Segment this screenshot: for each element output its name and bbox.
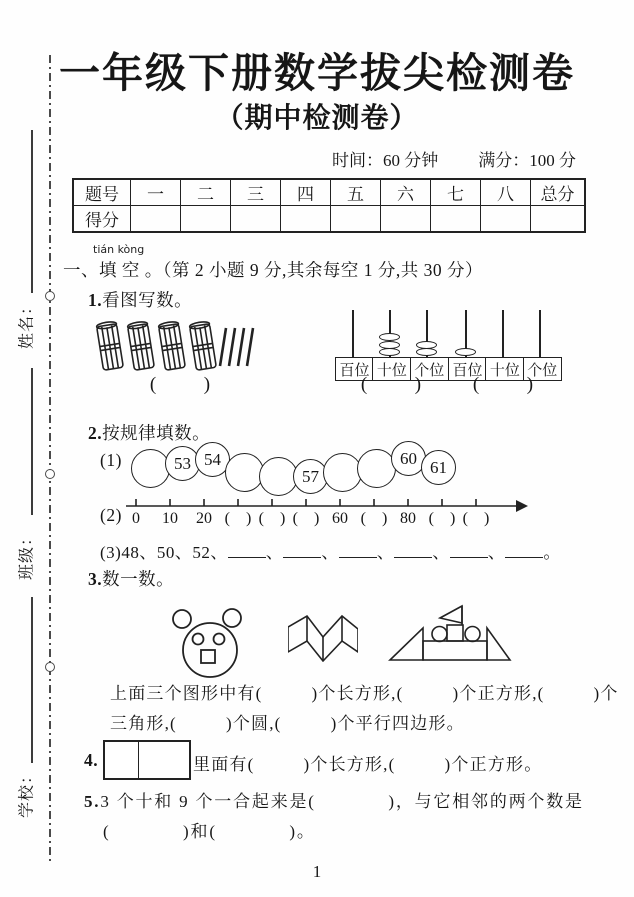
score-cell	[331, 206, 381, 233]
abacus-bead	[455, 348, 476, 356]
separator: 、	[487, 543, 506, 562]
fill-blank	[283, 542, 321, 558]
q2-text: 按规律填数。	[102, 423, 211, 443]
abacus-figure	[335, 310, 447, 380]
flag	[440, 606, 462, 623]
right-sail-triangle	[487, 628, 510, 660]
sequence-circle	[225, 453, 264, 492]
q1-text: 看图写数。	[102, 290, 193, 310]
fill-blank	[228, 542, 266, 558]
score-cell	[181, 206, 231, 233]
q3-count-line1: 上面三个图形中有( )个长方形,( )个正方形,( )个	[110, 684, 619, 703]
q2-part2-label: (2)	[100, 505, 122, 525]
ones-label: 个位	[410, 357, 449, 381]
stick-bundle	[189, 321, 216, 371]
tick-label: ( )	[462, 510, 490, 527]
q1-label	[88, 287, 192, 312]
tick-label: 20	[196, 510, 212, 527]
q5-text1: 3 个十和 9 个一合起来是( )，与它相邻的两个数是	[100, 792, 584, 811]
q5-number: 5.	[84, 792, 101, 811]
sequence-circle: 53	[165, 446, 200, 481]
col-7: 七	[431, 179, 481, 206]
answer-paren: ( )	[472, 374, 534, 395]
abacus-bead	[379, 348, 400, 356]
bear-mouth	[201, 650, 215, 663]
name-label: 姓名：	[18, 298, 36, 350]
tick-label: 0	[132, 510, 140, 527]
tens-label: 十位	[372, 357, 411, 381]
q3-label	[88, 566, 174, 591]
right-rect-cell	[138, 742, 189, 778]
score-row-label: 得分	[73, 206, 131, 233]
tick-label: 80	[400, 510, 416, 527]
sequence-circle: 57	[293, 459, 328, 494]
tick-label: ( )	[224, 510, 252, 527]
q3-count-line2: 三角形,( )个圆,( )个平行四边形。	[110, 714, 465, 733]
binding-circle	[45, 291, 55, 301]
cabin-square	[447, 625, 463, 641]
col-8: 八	[481, 179, 531, 206]
school-blank-line	[31, 597, 33, 763]
fill-blank	[450, 542, 488, 558]
tens-label: 十位	[485, 357, 524, 381]
score-cell	[231, 206, 281, 233]
score-cell	[281, 206, 331, 233]
abacus-bead	[379, 341, 400, 349]
bear-eye	[214, 634, 225, 645]
q2-number: 2.	[88, 423, 103, 443]
q4-text: 里面有( )个长方形,( )个正方形。	[193, 755, 543, 774]
q2-part3-label: (3)	[100, 543, 122, 562]
tick-label: 60	[332, 510, 348, 527]
time-limit: 时间：60 分钟	[332, 151, 439, 170]
stick-bundles-figure	[85, 316, 255, 378]
stick-bundle	[158, 321, 185, 371]
abacus-figure	[448, 310, 560, 380]
period: 。	[543, 543, 561, 562]
porthole-circle	[432, 627, 447, 642]
binding-circle	[45, 469, 55, 479]
class-blank-line	[31, 368, 33, 515]
hundreds-label: 百位	[335, 357, 374, 381]
score-table-header-row	[73, 179, 585, 206]
single-sticks	[220, 328, 253, 366]
tick-label: ( )	[360, 510, 388, 527]
sequence-circle: 61	[421, 450, 456, 485]
col-3: 三	[231, 179, 281, 206]
left-sail-triangle	[390, 628, 423, 660]
bear-ear	[223, 609, 241, 627]
name-blank-line	[31, 130, 33, 293]
page-subtitle: （期中检测卷）	[215, 103, 419, 134]
sequence-circle	[357, 449, 396, 488]
class-label: 班级：	[18, 529, 36, 581]
fill-blank	[339, 542, 377, 558]
score-cell	[531, 206, 586, 233]
sequence-circle	[323, 453, 362, 492]
fill-blank	[505, 542, 543, 558]
divided-rectangle-figure	[103, 740, 191, 780]
tick-label: ( )	[258, 510, 286, 527]
page-title: 一年级下册数学拔尖检测卷	[59, 50, 575, 96]
answer-paren: ( )	[360, 374, 422, 395]
page-number: 1	[312, 862, 322, 881]
sequence-circle: 60	[391, 441, 426, 476]
abacus-rod	[502, 310, 504, 357]
col-total: 总分	[531, 179, 586, 206]
answer-paren: ( )	[149, 374, 211, 395]
q1-number: 1.	[88, 290, 103, 310]
stick-bundle	[127, 321, 154, 371]
separator: 、	[265, 543, 284, 562]
pinyin-annotation: tián kòng	[93, 243, 145, 256]
col-4: 四	[281, 179, 331, 206]
q2-part3-line	[100, 538, 561, 563]
separator: 、	[376, 543, 395, 562]
full-score: 满分：100 分	[478, 151, 576, 170]
sequence-circle: 54	[195, 442, 230, 477]
q5-line1	[84, 787, 584, 812]
number-circle-sequence	[131, 441, 456, 496]
score-table	[72, 178, 586, 233]
col-1: 一	[131, 179, 181, 206]
separator: 、	[432, 543, 450, 562]
tick-label: 10	[162, 510, 178, 527]
abacus-rod	[352, 310, 354, 357]
exam-info-row	[332, 146, 576, 171]
hull-rectangle	[423, 641, 487, 660]
separator: 、	[321, 543, 339, 562]
binding-dashdot-line	[49, 55, 51, 863]
col-6: 六	[381, 179, 431, 206]
porthole-circle	[465, 627, 480, 642]
fill-blank	[394, 542, 432, 558]
col-2: 二	[181, 179, 231, 206]
score-cell	[381, 206, 431, 233]
score-table-score-row	[73, 206, 585, 233]
section-one-heading: 一、填 空 。（第 2 小题 9 分,其余每空 1 分,共 30 分）	[63, 260, 483, 280]
hundreds-label: 百位	[448, 357, 487, 381]
zigzag-parallelograms-figure	[288, 614, 358, 662]
bear-face-figure	[162, 598, 262, 683]
sequence-circle	[131, 449, 170, 488]
abacus-bead	[416, 348, 437, 356]
q4-number: 4.	[84, 750, 99, 770]
bear-eye	[193, 634, 204, 645]
q3-text: 数一数。	[102, 569, 175, 589]
abacus-bead	[416, 341, 437, 349]
q2-part1-label: (1)	[100, 450, 122, 470]
stick-bundle	[96, 321, 123, 371]
tick-label: ( )	[428, 510, 456, 527]
arrow-head	[516, 500, 528, 512]
boat-tangram-figure	[388, 604, 512, 662]
left-square-cell	[105, 742, 138, 778]
bear-ear	[173, 610, 191, 628]
abacus-rod	[539, 310, 541, 357]
col-5: 五	[331, 179, 381, 206]
score-cell	[481, 206, 531, 233]
ones-label: 个位	[523, 357, 562, 381]
abacus-bead	[379, 333, 400, 341]
score-cell	[431, 206, 481, 233]
score-table-corner: 题号	[73, 179, 131, 206]
q3-number: 3.	[88, 569, 103, 589]
tick-label: ( )	[292, 510, 320, 527]
binding-circle	[45, 662, 55, 672]
school-label: 学校：	[18, 767, 36, 819]
q2-part3-prefix: 48、50、52、	[121, 543, 228, 562]
q5-line2: ( )和( )。	[103, 822, 316, 841]
score-cell	[131, 206, 181, 233]
